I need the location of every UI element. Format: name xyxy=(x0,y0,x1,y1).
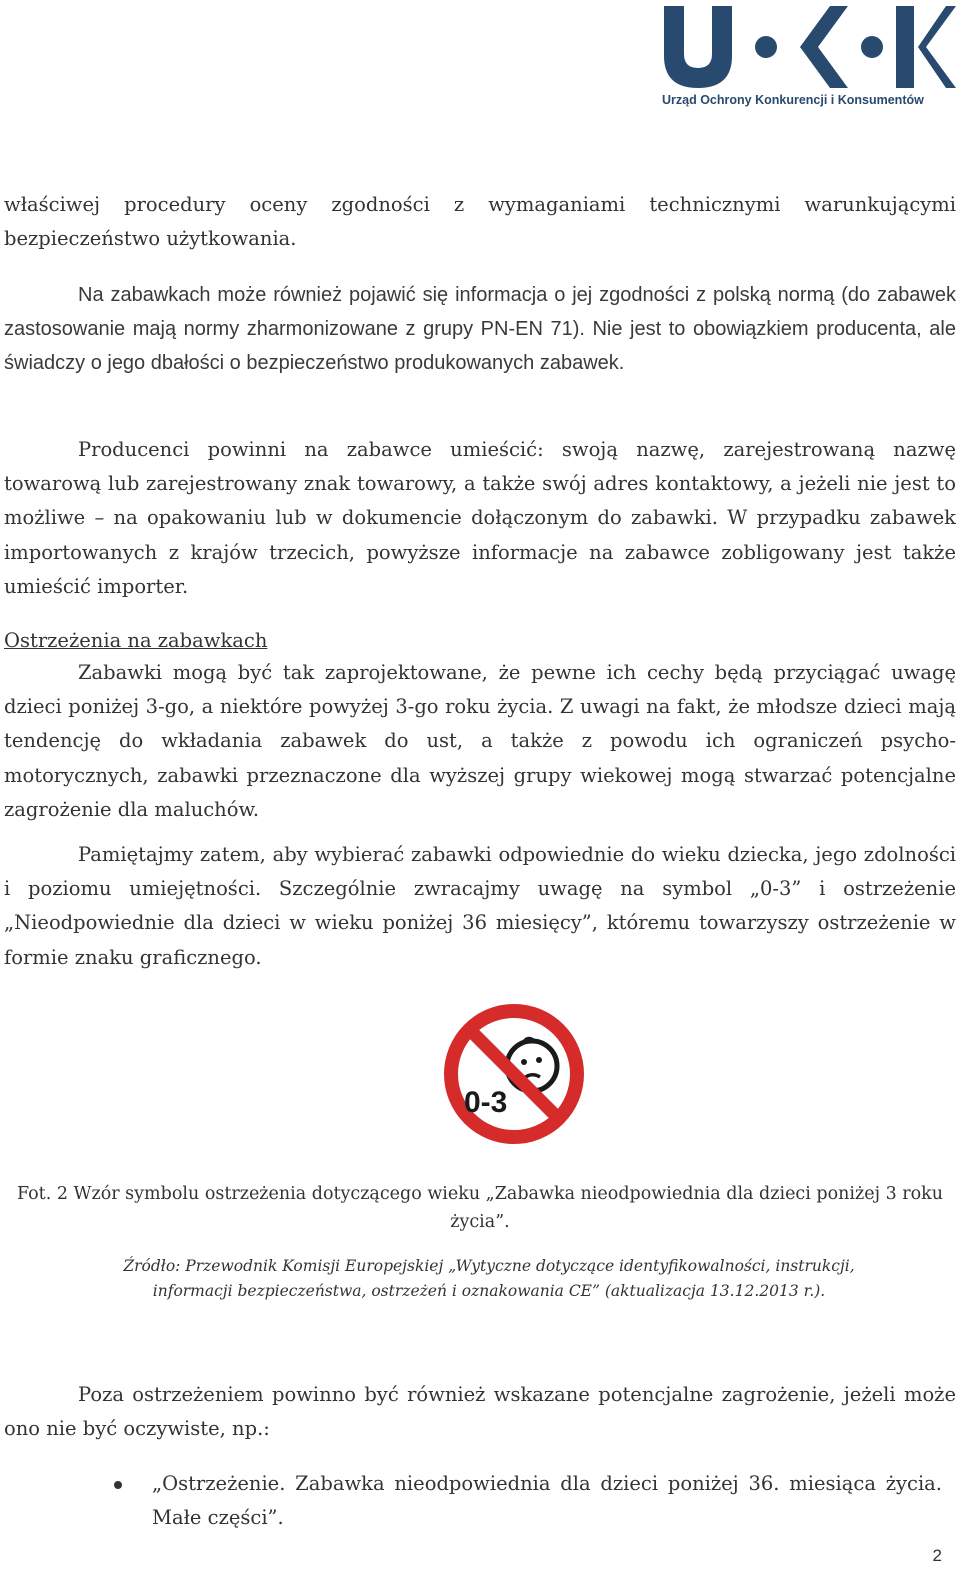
paragraph-5: Pamiętajmy zatem, aby wybierać zabawki odpowiednie do wieku dziecka, jego zdolności i poziomu umiejętności. Szczególnie zwracajmy uwagę na symbol „0-3” i ostrzeżenie „Nieodpowiednie dla dzieci w wieku poniżej 36 miesięcy”, któremu towarzyszy ostrzeżenie w formie znaku graficznego. xyxy=(4,843,956,969)
age-warning-sign-icon xyxy=(442,1002,586,1146)
paragraph-6: Poza ostrzeżeniem powinno być również wskazane potencjalne zagrożenie, jeżeli może ono nie być oczywiste, np.: xyxy=(4,1383,956,1441)
paragraph-3: Producenci powinni na zabawce umieścić: swoją nazwę, zarejestrowaną nazwę towarową lub zarejestrowany znak towarowy, a także swój adres kontaktowy, a jeżeli nie jest to możliwe – na opakowaniu lub w dokumencie dołączonym do zabawki. W przypadku zabawek importowanych z krajów trzecich, powyższe informacje na zabawce zobligowany jest także umieścić importer. xyxy=(4,438,956,598)
page-number: 2 xyxy=(932,1546,942,1565)
uokik-logo xyxy=(640,0,956,118)
sign-age-label: 0-3 xyxy=(464,1086,508,1119)
paragraph-4: Zabawki mogą być tak zaprojektowane, że pewne ich cechy będą przyciągać uwagę dzieci poniżej 3-go, a niektóre powyżej 3-go roku życia. Z uwagi na fakt, że młodsze dzieci mają tendencję do wkładania zabawek do ust, a także z powodu ich ograniczeń psycho-motorycznych, zabawki przeznaczone dla wyższej grupy wiekowej mogą stwarzać potencjalne zagrożenie dla maluchów. xyxy=(4,661,956,821)
uokik-logo-mark xyxy=(660,2,956,92)
list-item: „Ostrzeżenie. Zabawka nieodpowiednia dla dzieci poniżej 36. miesiąca życia. Małe części”. xyxy=(152,1472,942,1529)
bullet-icon xyxy=(114,1481,122,1489)
paragraph-1: właściwej procedury oceny zgodności z wymaganiami technicznymi warunkującymi bezpieczeństwo użytkowania. xyxy=(4,193,956,251)
logo-caption: Urząd Ochrony Konkurencji i Konsumentów xyxy=(662,93,924,107)
figure-source: Źródło: Przewodnik Komisji Europejskiej „Wytyczne dotyczące identyfikowalności, instrukcji, informacji bezpieczeństwa, ostrzeżeń i oznakowania CE” (aktualizacja 13.12.2013 r.). xyxy=(123,1257,855,1300)
section-heading: Ostrzeżenia na zabawkach xyxy=(4,629,268,652)
paragraph-2: Na zabawkach może również pojawić się informacja o jej zgodności z polską normą (do zabawek zastosowanie mają normy zharmonizowane z grupy PN-EN 71). Nie jest to obowiązkiem producenta, ale świadczy o jego dbałości o bezpieczeństwo produkowanych zabawek. xyxy=(4,284,956,375)
figure-caption: Fot. 2 Wzór symbolu ostrzeżenia dotyczącego wieku „Zabawka nieodpowiednia dla dzieci poniżej 3 roku życia”. xyxy=(16,1184,944,1232)
